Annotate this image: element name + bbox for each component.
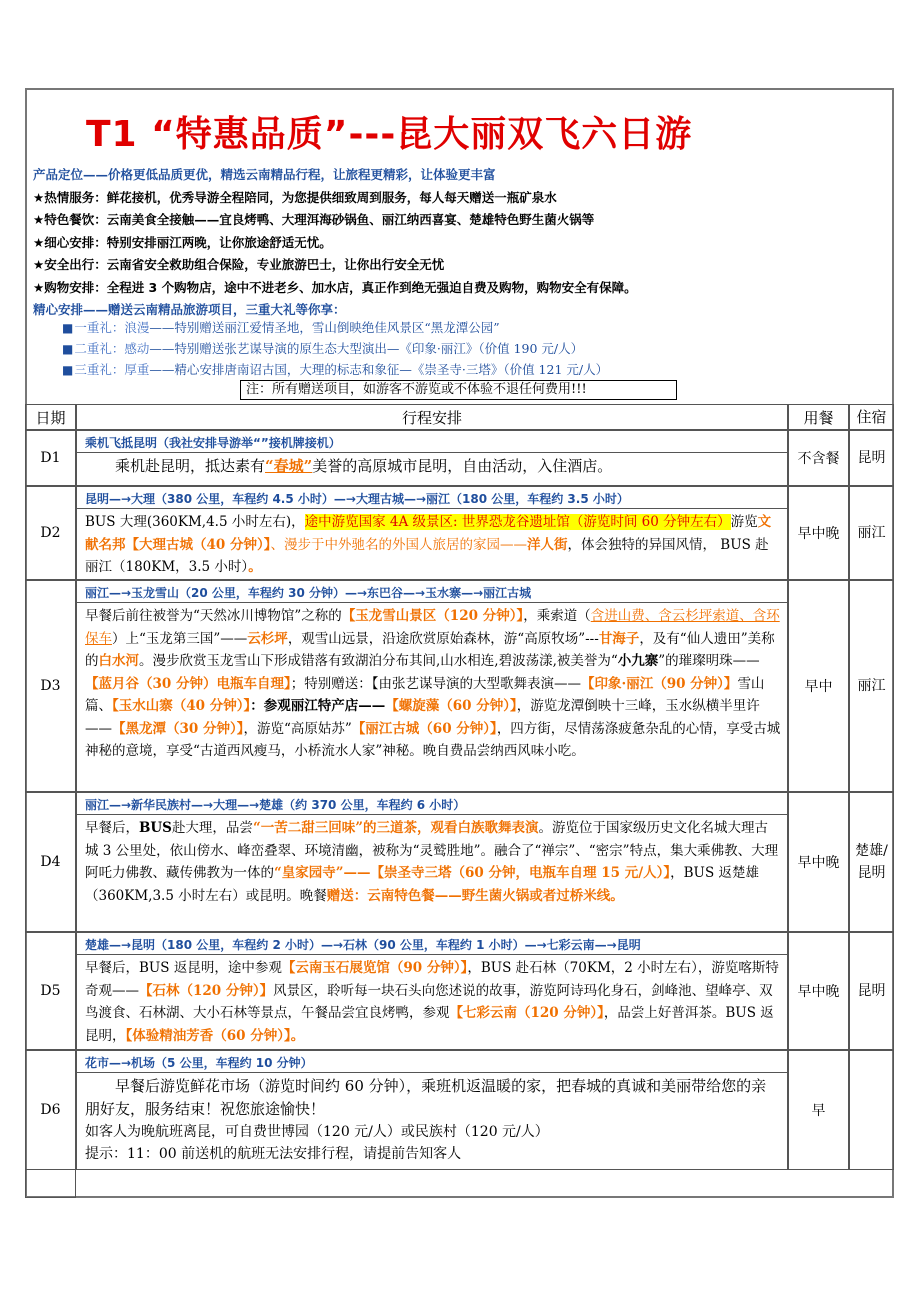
desc-segment: 。漫步欣赏玉龙雪山下形成错落有致湖泊分布其间,山水相连,碧波荡漾,被美誉为“: [139, 653, 618, 669]
page-title: T1 “特惠品质”---昆大丽双飞六日游: [86, 114, 693, 155]
table-row: [25, 1050, 894, 1170]
desc-segment: 【七彩云南（120 分钟）】: [449, 1005, 604, 1021]
gift-note: 注：所有赠送项目，如游客不游览或不体验不退任何费用!!!: [240, 380, 677, 400]
hotel-cell: [849, 1050, 894, 1170]
feature-item: ★热情服务：鲜花接机，优秀导游全程陪同，为您提供细致周到服务，每人每天赠送一瓶矿泉水: [33, 189, 557, 205]
desc-line: 如客人为晚航班离昆，可自费世博园（120 元/人）或民族村（120 元/人）: [85, 1124, 549, 1140]
plan-cell: [76, 932, 788, 1050]
desc-segment: 【玉水山寨（40 分钟）】: [112, 698, 251, 714]
hotel-cell: 昆明: [849, 430, 894, 486]
meal-cell: 早中晚: [788, 932, 849, 1050]
day-cell: D3: [25, 580, 76, 792]
desc-segment: 洋人街: [527, 536, 568, 553]
desc-segment: 甘海子: [598, 630, 640, 647]
meal-cell: 早: [788, 1050, 849, 1170]
desc-segment: 云杉坪: [247, 630, 288, 647]
desc-segment: 、漫步于中外驰名的外国人旅居的家园——: [270, 536, 527, 553]
gift-text: ——精心安排唐南诏古国，大理的标志和象征—《崇圣寺·三塔》（价值 121 元/人）: [149, 362, 609, 377]
hotel-cell: 楚雄/昆明: [849, 792, 894, 932]
meal-cell: 早中晚: [788, 486, 849, 580]
desc-segment: ：参观丽江特产店——: [250, 698, 386, 714]
table-bottom-cell: [25, 1170, 76, 1198]
gift-text: ——特别赠送丽江爱情圣地，雪山倒映绝佳风景区“黑龙潭公园”: [149, 320, 500, 335]
desc-segment: BUS 大理(360KM,4.5 小时左右)，: [85, 514, 305, 530]
gifts-heading: 精心安排——赠送云南精品旅游项目，三重大礼等你享：: [33, 302, 346, 317]
product-positioning: 产品定位——价格更低品质更优，精选云南精品行程，让旅程更精彩，让体验更丰富: [33, 167, 496, 182]
hotel-cell: 丽江: [849, 580, 894, 792]
desc-segment: 【螺旋藻（60 分钟）】: [385, 698, 517, 714]
desc-segment: 文献名邦【大理古城（40 分钟）】: [85, 514, 772, 553]
desc-segment: 乘机赴昆明，抵达素有: [85, 457, 266, 475]
table-row: [25, 486, 894, 580]
desc-segment: 小九寨: [617, 653, 659, 669]
desc-segment: ，观雪山远景，沿途欣赏原始森林，游“高原牧场”---: [287, 630, 599, 647]
header-meal: 用餐: [788, 404, 849, 430]
desc-segment: ，乘索道（: [523, 608, 591, 624]
gift-item: [62, 359, 608, 380]
desc-segment: ，体会独特的异国风情， BUS 赴丽江（180KM，3.5 小时）: [85, 536, 769, 575]
desc-segment: ，BUS 返楚雄（360KM,3.5 小时左右）或昆明。晚餐: [85, 865, 759, 904]
desc-segment: 赠送：云南特色餐——野生菌火锅或者过桥米线。: [326, 887, 624, 904]
desc-segment: ）上“玉龙第三国”——: [112, 630, 248, 647]
route-line: 昆明—→大理（380 公里，车程约 4.5 小时）—→大理古城—→丽江（180 公里，车程约 3.5 小时）: [77, 487, 787, 509]
desc-segment: 【丽江古城（60 分钟）】: [351, 720, 497, 737]
meal-cell: 早中晚: [788, 792, 849, 932]
desc-segment: 途中游览国家 4A 级景区: 世界恐龙谷遗址馆（游览时间 60 分钟左右）: [304, 514, 731, 530]
square-bullet-icon: ■: [62, 321, 74, 335]
desc-segment: “春城”: [265, 457, 313, 475]
square-bullet-icon: ■: [62, 342, 74, 356]
plan-cell: [76, 580, 788, 792]
day-cell: D5: [25, 932, 76, 1050]
desc-segment: ，BUS 赴石林（70KM，2 小时左右），游览喀斯特奇观——: [85, 960, 779, 999]
desc-segment: 【印象·丽江（90 分钟）】: [581, 675, 738, 692]
desc-segment: 【蓝月谷（30 分钟）电瓶车自理】: [85, 675, 291, 692]
desc-segment: 美誉的高原城市昆明，自由活动，入住酒店。: [312, 457, 613, 475]
feature-item: ★购物安排：全程进 3 个购物店，途中不进老乡、加水店，真正作到绝无强迫自费及购物，购物安全有保障。: [33, 279, 637, 295]
desc-segment: “一苦二甜三回味”的三道茶，观看白族歌舞表演: [252, 820, 539, 836]
header-day: 日期: [25, 404, 76, 430]
desc-segment: 【玉龙雪山景区（120 分钟）】: [341, 608, 524, 624]
gift-label: 三重礼：厚重: [74, 362, 150, 377]
gift-label: 二重礼：感动: [74, 341, 150, 356]
gift-text: ——特别赠送张艺谋导演的原生态大型演出—《印象·丽江》（价值 190 元/人）: [149, 341, 584, 356]
feature-item: ★细心安排：特别安排丽江两晚，让你旅途舒适无忧。: [33, 234, 332, 250]
route-line: 花市—→机场（5 公里，车程约 10 分钟）: [77, 1051, 787, 1073]
intro-section: [33, 164, 883, 322]
desc-segment: ”的璀璨明珠——: [658, 653, 760, 669]
day-cell: D6: [25, 1050, 76, 1170]
hotel-cell: 丽江: [849, 486, 894, 580]
meal-cell: 不含餐: [788, 430, 849, 486]
meal-cell: 早中: [788, 580, 849, 792]
day-description: [77, 603, 787, 763]
plan-cell: [76, 430, 788, 486]
gift-item: [62, 317, 608, 338]
desc-segment: ，四方街，尽情荡涤疲惫杂乱的心情，享受古城神秘的意境，享受“古道西风瘦马，小桥流水人家”神秘。晚自费品尝纳西风味小吃。: [85, 720, 781, 759]
day-cell: D4: [25, 792, 76, 932]
desc-segment: 【云南玉石展览馆（90 分钟）】: [281, 960, 468, 976]
route-line: 楚雄—→昆明（180 公里，车程约 2 小时）—→石林（90 公里，车程约 1 小时）—→七彩云南—→昆明: [77, 933, 787, 955]
desc-segment: 【石林（120 分钟）】: [139, 982, 274, 999]
desc-segment: 风景区，聆听每一块石头向您述说的故事，游览阿诗玛化身石，剑峰池、望峰亭、双鸟渡食、石林湖、大小石林等景点，午餐品尝宜良烤鸭，参观: [85, 982, 773, 1021]
desc-segment: ，游览“高原姑苏”: [243, 720, 352, 737]
gift-label: 一重礼：浪漫: [74, 320, 150, 335]
desc-line: 早餐后游览鲜花市场（游览时间约 60 分钟），乘班机返温暖的家，把春城的真诚和美丽带给您的亲朋好友，服务结束！祝您旅途愉快！: [85, 1077, 767, 1118]
desc-segment: BUS: [139, 820, 172, 836]
day-description: [77, 815, 787, 907]
header-plan: 行程安排: [76, 404, 788, 430]
day-cell: D2: [25, 486, 76, 580]
hotel-cell: 昆明: [849, 932, 894, 1050]
day-description: [77, 509, 787, 579]
square-bullet-icon: ■: [62, 363, 74, 377]
feature-item: ★特色餐饮：云南美食全接触——宜良烤鸭、大理洱海砂锅鱼、丽江纳西喜宴、楚雄特色野生菌火锅等: [33, 212, 595, 227]
desc-segment: 【体验精油芳香（60 分钟）】: [125, 1027, 291, 1044]
desc-segment: ，游览龙潭倒映十三峰，玉水纵横半里许——: [85, 698, 760, 737]
plan-cell: [76, 1050, 788, 1170]
header-hotel: 住宿: [849, 404, 894, 430]
desc-segment: ；特别赠送：【由张艺谋导演的大型歌舞表演——: [290, 675, 581, 692]
route-line: 乘机飞抵昆明（我社安排导游举“”接机牌接机）: [77, 431, 787, 453]
desc-segment: 。: [290, 1027, 305, 1044]
desc-segment: 早餐后前往被誉为“天然冰川博物馆”之称的: [85, 608, 342, 624]
desc-segment: 游览: [730, 514, 758, 530]
day-description: [77, 1073, 787, 1165]
day-description: [77, 453, 787, 478]
desc-segment: ，品尝上好普洱茶。BUS 返昆明，: [85, 1005, 774, 1044]
desc-segment: 。: [248, 559, 262, 575]
table-row: [25, 580, 894, 792]
gift-list: [62, 317, 608, 380]
route-line: 丽江—→玉龙雪山（20 公里，车程约 30 分钟）—→东巴谷—→玉水寨—→丽江古城: [77, 581, 787, 603]
desc-segment: 雪山篇、: [85, 675, 765, 714]
desc-segment: 早餐后，: [85, 820, 139, 836]
table-row: [25, 430, 894, 486]
route-line: 丽江—→新华民族村—→大理—→楚雄（约 370 公里，车程约 6 小时）: [77, 793, 787, 815]
desc-segment: 早餐后，BUS 返昆明，途中参观: [85, 960, 282, 976]
desc-segment: 。游览位于国家级历史文化名城大理古城 3 公里处，依山傍水、峰峦叠翠、环境清幽，被称为“灵鹫胜地”。融合了“禅宗”、“密宗”特点，集大乘佛教、大理阿吒力佛教、藏传佛教为一体的: [85, 820, 779, 881]
desc-line: 提示：11：00 前送机的航班无法安排行程，请提前告知客人: [85, 1146, 462, 1162]
desc-segment: 赴大理，品尝: [171, 820, 253, 836]
table-row: [25, 932, 894, 1050]
gift-item: [62, 338, 608, 359]
table-row: [25, 792, 894, 932]
table-header-row: [25, 404, 894, 430]
desc-segment: ，及有“仙人遗田”美称的: [85, 630, 775, 669]
desc-segment: 【黑龙潭（30 分钟）】: [112, 720, 244, 737]
day-cell: D1: [25, 430, 76, 486]
plan-cell: [76, 486, 788, 580]
desc-segment: “皇家园寺”——【崇圣寺三塔（60 分钟，电瓶车自理 15 元/人）】: [274, 865, 671, 881]
day-description: [77, 955, 787, 1047]
feature-item: ★安全出行：云南省安全救助组合保险，专业旅游巴士，让你出行安全无忧: [33, 257, 445, 272]
desc-segment: 含进山费、含云杉坪索道、含环保车: [85, 608, 780, 647]
desc-segment: 白水河: [98, 653, 139, 669]
plan-cell: [76, 792, 788, 932]
